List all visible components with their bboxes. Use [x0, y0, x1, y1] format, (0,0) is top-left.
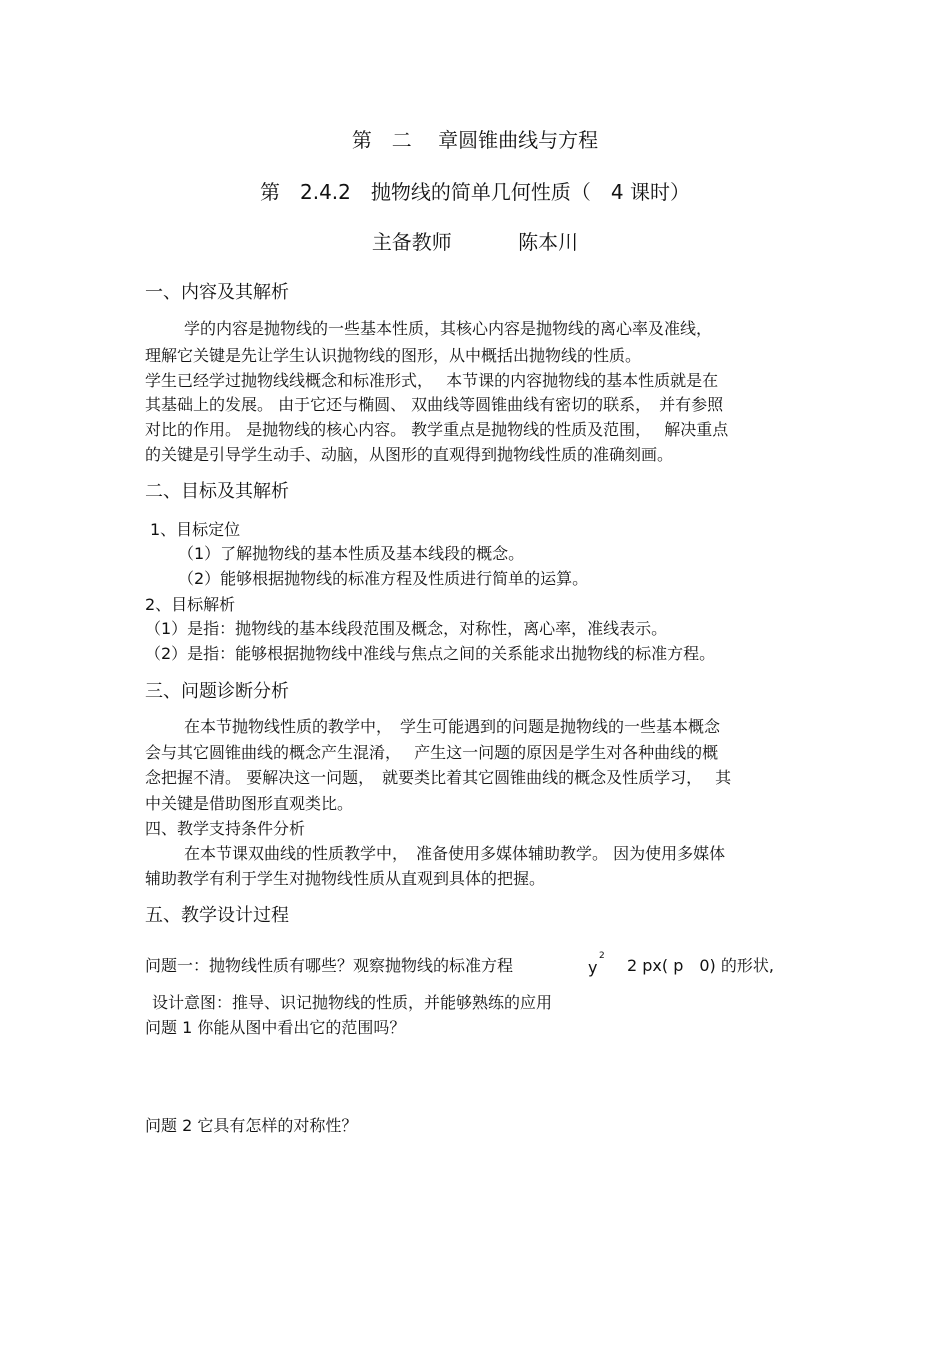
- s1-line-2: 理解它关键是先让学生认识抛物线的图形，从中概括出抛物线的性质。: [145, 346, 642, 365]
- s2-line-5: （1）是指：抛物线的基本线段范围及概念，对称性，离心率，准线表示。: [145, 619, 668, 638]
- chapter-title: 第 二 章圆锥曲线与方程: [351, 128, 599, 152]
- design-intent: 设计意图：推导、识记抛物线的性质，并能够熟练的应用: [152, 993, 553, 1012]
- s3-line-4: 中关键是借助图形直观类比。: [145, 794, 354, 813]
- s2-line-2: （1）了解抛物线的基本性质及基本线段的概念。: [178, 544, 525, 563]
- section-3-heading: 三、问题诊断分析: [145, 681, 289, 702]
- s1-line-3: 学生已经学过抛物线线概念和标准形式， 本节课的内容抛物线的基本性质就是在: [145, 371, 719, 390]
- section-4-heading: 四、教学支持条件分析: [145, 819, 306, 838]
- s1-line-4: 其基础上的发展。 由于它还与椭圆、 双曲线等圆锥曲线有密切的联系， 并有参照: [145, 395, 724, 414]
- s2-line-3: （2）能够根据抛物线的标准方程及性质进行简单的运算。: [178, 569, 589, 588]
- question-range: 问题 1 你能从图中看出它的范围吗？: [145, 1018, 406, 1037]
- equation-y: y: [588, 958, 598, 977]
- section-title: 第 2.4.2 抛物线的简单几何性质（ 4 课时）: [260, 180, 690, 204]
- s1-line-1: 学的内容是抛物线的一些基本性质，其核心内容是抛物线的离心率及准线，: [184, 319, 713, 338]
- s3-line-3: 念把握不清。 要解决这一问题， 就要类比着其它圆锥曲线的概念及性质学习， 其: [145, 768, 732, 787]
- s2-line-6: （2）是指：能够根据抛物线中准线与焦点之间的关系能求出抛物线的标准方程。: [145, 644, 716, 663]
- s4-line-1: 在本节课双曲线的性质教学中， 准备使用多媒体辅助教学。 因为使用多媒体: [184, 844, 726, 863]
- s2-line-1: 1、目标定位: [150, 520, 241, 539]
- teacher-line: 主备教师 陈本川: [371, 230, 579, 254]
- s3-line-2: 会与其它圆锥曲线的概念产生混淆， 产生这一问题的原因是学生对各种曲线的概: [145, 743, 719, 762]
- question-symmetry: 问题 2 它具有怎样的对称性？: [145, 1116, 358, 1135]
- s2-line-4: 2、目标解析: [145, 595, 236, 614]
- section-1-heading: 一、内容及其解析: [145, 282, 289, 303]
- section-2-heading: 二、目标及其解析: [145, 481, 289, 502]
- s1-line-5: 对比的作用。 是抛物线的核心内容。 教学重点是抛物线的性质及范围， 解决重点: [145, 420, 729, 439]
- section-5-heading: 五、教学设计过程: [145, 905, 289, 926]
- equation-rest: 2 px( p 0) 的形状,: [627, 956, 774, 975]
- equation-superscript: 2: [599, 951, 605, 961]
- s4-line-2: 辅助教学有利于学生对抛物线性质从直观到具体的把握。: [145, 869, 546, 888]
- s3-line-1: 在本节抛物线性质的教学中， 学生可能遇到的问题是抛物线的一些基本概念: [184, 717, 721, 736]
- s1-line-6: 的关键是引导学生动手、动脑，从图形的直观得到抛物线性质的准确刻画。: [145, 445, 674, 464]
- question-one-text: 问题一：抛物线性质有哪些？观察抛物线的标准方程: [145, 956, 514, 975]
